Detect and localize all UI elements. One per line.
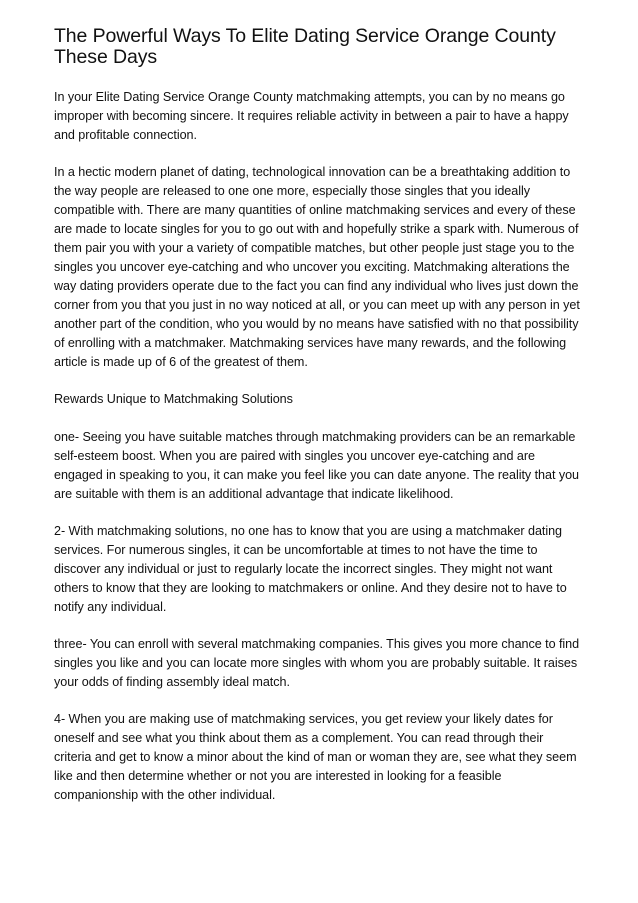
- paragraph-point-one: one- Seeing you have suitable matches through matchmaking providers can be an remarkable self-esteem boost. When you are paired with singles you uncover eye-catching and are engaged in speaking to you, it can make you feel like you can date anyone. The reality that you are suitable with them is an additional advantage that indicate likelihood.: [54, 430, 580, 501]
- paragraph-hectic-planet: In a hectic modern planet of dating, technological innovation can be a breathtaking addition to the way people are released to one one more, especially those singles that you ideally compatible with. There are many quantities of online matchmaking services and every of these are made to locate singles for you to go out with and hopefully strike a spark with. Numerous of them pair you with your a variety of compatible matches, but other people just stage you to the singles you uncover eye-catching and who uncover you exciting. Matchmaking alterations the way dating providers operate due to the fact you can find any individual who lives just down the corner from you that you just in no way noticed at all, or you can meet up with any person in yet another part of the condition, who you would by no means have satisfied with no that possibility of enrolling with a matchmaker. Matchmaking services have many rewards, and the following article is made up of 6 of the greatest of them.: [54, 165, 580, 369]
- paragraph-point-four: 4- When you are making use of matchmaking services, you get review your likely dates for oneself and see what you think about them as a complement. You can read through their criteria and get to know a minor about the kind of man or woman they are, see what they seem like and then determine whether or not you are interested in looking for a feasible companionship with the other individual.: [54, 712, 577, 802]
- section-heading: Rewards Unique to Matchmaking Solutions: [54, 392, 293, 406]
- paragraph-intro: In your Elite Dating Service Orange County matchmaking attempts, you can by no means go improper with becoming sincere. It requires reliable activity in between a pair to have a happy and profitable connection.: [54, 90, 569, 142]
- paragraph-point-three: three- You can enroll with several matchmaking companies. This gives you more chance to find singles you like and you can locate more singles with whom you are probably suitable. It raises your odds of finding assembly ideal match.: [54, 637, 580, 689]
- page-title: The Powerful Ways To Elite Dating Service Orange County These Days: [54, 25, 556, 68]
- paragraph-point-two: 2- With matchmaking solutions, no one has to know that you are using a matchmaker dating services. For numerous singles, it can be uncomfortable at times to not have the time to discover any individual or just to regularly locate the incorrect singles. They might not want others to know that they are looking to matchmakers or online. And they desire not to have to notify any individual.: [54, 524, 567, 614]
